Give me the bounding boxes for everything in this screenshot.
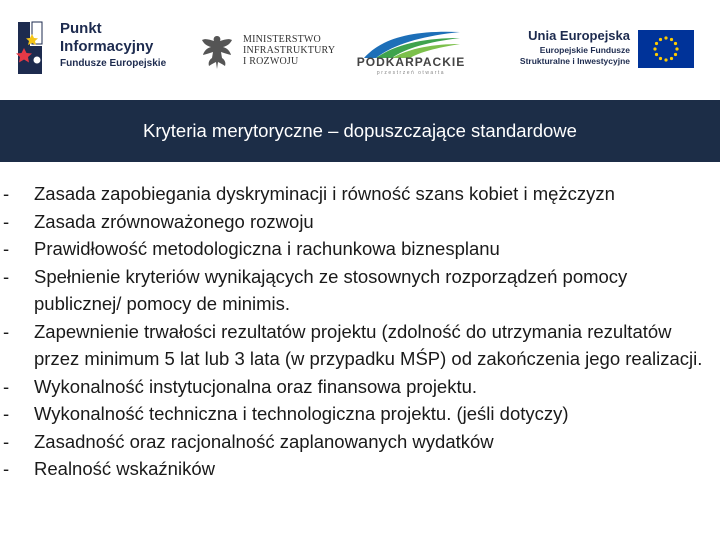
criteria-text: Wykonalność techniczna i technologiczna projektu. (jeśli dotyczy) <box>34 403 569 424</box>
criteria-item <box>0 263 720 318</box>
criteria-item <box>0 400 720 428</box>
criteria-item <box>0 428 720 456</box>
podkarpackie-name: PODKARPACKIE <box>356 55 466 69</box>
logo-bar <box>0 0 720 100</box>
slide-title: Kryteria merytoryczne – dopuszczające standardowe <box>143 120 577 141</box>
bullet-dash: - <box>3 320 10 342</box>
criteria-content <box>0 180 720 540</box>
eu-logo-line3: Strukturalne i Inwestycyjne <box>519 56 630 66</box>
criteria-text: Spełnienie kryteriów wynikających ze stosownych rozporządzeń pomocy publicznej/ pomocy de minimis. <box>34 265 628 314</box>
ministry-line2: INFRASTRUKTURY <box>243 45 336 56</box>
eu-logo-title: Unia Europejska <box>528 28 630 43</box>
criteria-item <box>0 455 720 483</box>
punkt-informacyjny-logo <box>60 20 166 72</box>
bullet-dash: - <box>3 430 10 452</box>
eu-logo <box>496 27 630 67</box>
punkt-logo-line1: Punkt <box>60 20 102 37</box>
fundusze-europejskie-star-icon <box>16 20 44 76</box>
ministry-line1: MINISTERSTWO <box>243 34 321 45</box>
criteria-item <box>0 318 720 373</box>
criteria-text: Zapewnienie trwałości rezultatów projektu (zdolność do utrzymania rezultatów przez minimum 5 lat lub 3 lata (w przypadku MŚP) od zakończenia jego realizacji. <box>34 320 703 369</box>
bullet-dash: - <box>3 210 10 232</box>
punkt-logo-line3: Fundusze Europejskie <box>60 58 167 69</box>
bullet-dash: - <box>3 265 10 287</box>
criteria-text: Prawidłowość metodologiczna i rachunkowa biznesplanu <box>34 238 500 259</box>
eu-logo-line2: Europejskie Fundusze <box>539 45 630 55</box>
eu-flag-icon <box>638 30 694 68</box>
ministry-line3: I ROZWOJU <box>243 56 299 67</box>
criteria-text: Zasada zapobiegania dyskryminacji i równość szans kobiet i mężczyzn <box>34 183 615 204</box>
criteria-text: Wykonalność instytucjonalna oraz finansowa projektu. <box>34 375 478 397</box>
criteria-item <box>0 208 720 236</box>
criteria-list <box>0 180 720 483</box>
ministry-logo <box>243 34 335 67</box>
polish-eagle-icon <box>198 32 236 72</box>
punkt-logo-line2: Informacyjny <box>60 38 154 55</box>
criteria-text: Zasadność oraz racjonalność zaplanowanych wydatków <box>34 430 494 452</box>
criteria-text: Zasada zrównoważonego rozwoju <box>34 210 314 232</box>
bullet-dash: - <box>3 458 10 479</box>
bullet-dash: - <box>3 375 10 397</box>
criteria-item <box>0 373 720 401</box>
criteria-text: Realność wskaźników <box>34 458 215 479</box>
bullet-dash: - <box>3 183 10 204</box>
criteria-item <box>0 180 720 208</box>
podkarpackie-tagline: przestrzeń otwarta <box>376 70 446 76</box>
criteria-item <box>0 235 720 263</box>
bullet-dash: - <box>3 238 10 259</box>
bullet-dash: - <box>3 403 10 424</box>
